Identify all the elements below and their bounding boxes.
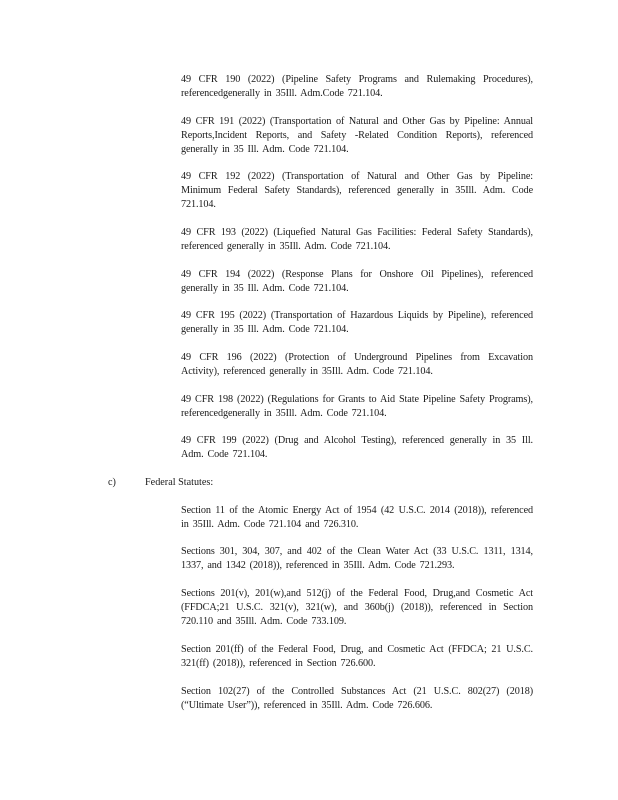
cfr-entry-199: 49 CFR 199 (2022) (Drug and Alcohol Testing), referenced generally in 35 Ill. Adm. Code 721.104.	[181, 435, 533, 460]
statute-entry-ffdca-201v: Sections 201(v), 201(w),and 512(j) of the Federal Food, Drug,and Cosmetic Act (FFDCA;21 U.S.C. 321(v), 321(w), and 360b(j) (2018)), referenced in Section 720.110 and 35Ill. Adm. Code 733.109.	[181, 588, 533, 627]
statute-entry-controlled-substances-act: Section 102(27) of the Controlled Substances Act (21 U.S.C. 802(27) (2018) (“Ultimate User”)), referenced in 35Ill. Adm. Code 726.606.	[181, 686, 533, 711]
cfr-entry-195: 49 CFR 195 (2022) (Transportation of Hazardous Liquids by Pipeline), referenced generally in 35 Ill. Adm. Code 721.104.	[181, 310, 533, 335]
section-c-label: Federal Statutes:	[145, 477, 214, 488]
cfr-entry-193: 49 CFR 193 (2022) (Liquefied Natural Gas Facilities: Federal Safety Standards), referenced generally in 35Ill. Adm. Code 721.104.	[181, 227, 533, 252]
cfr-entry-192: 49 CFR 192 (2022) (Transportation of Natural and Other Gas by Pipeline: Minimum Federal Safety Standards), referenced generally in 35Ill. Adm. Code 721.104.	[181, 171, 533, 210]
section-c-marker: c)	[108, 477, 116, 488]
statute-entry-atomic-energy-act: Section 11 of the Atomic Energy Act of 1954 (42 U.S.C. 2014 (2018)), referenced in 35Ill. Adm. Code 721.104 and 726.310.	[181, 505, 533, 530]
statute-entry-clean-water-act: Sections 301, 304, 307, and 402 of the Clean Water Act (33 U.S.C. 1311, 1314, 1337, and 1342 (2018)), referenced in 35Ill. Adm. Code 721.293.	[181, 546, 533, 571]
cfr-entry-198: 49 CFR 198 (2022) (Regulations for Grants to Aid State Pipeline Safety Programs), referencedgenerally in 35Ill. Adm. Code 721.104.	[181, 394, 533, 419]
cfr-entry-191: 49 CFR 191 (2022) (Transportation of Natural and Other Gas by Pipeline: Annual Reports,Incident Reports, and Safety -Related Condition Reports), referenced generally in 35 Ill. Adm. Code 721.104.	[181, 116, 533, 155]
cfr-entry-194: 49 CFR 194 (2022) (Response Plans for Onshore Oil Pipelines), referenced generally in 35 Ill. Adm. Code 721.104.	[181, 269, 533, 294]
statute-entry-ffdca-201ff: Section 201(ff) of the Federal Food, Drug, and Cosmetic Act (FFDCA; 21 U.S.C. 321(ff) (2018)), referenced in Section 726.600.	[181, 644, 533, 669]
cfr-entry-190: 49 CFR 190 (2022) (Pipeline Safety Programs and Rulemaking Procedures), referencedgenerally in 35Ill. Adm.Code 721.104.	[181, 74, 533, 99]
cfr-entry-196: 49 CFR 196 (2022) (Protection of Underground Pipelines from Excavation Activity), referenced generally in 35Ill. Adm. Code 721.104.	[181, 352, 533, 377]
